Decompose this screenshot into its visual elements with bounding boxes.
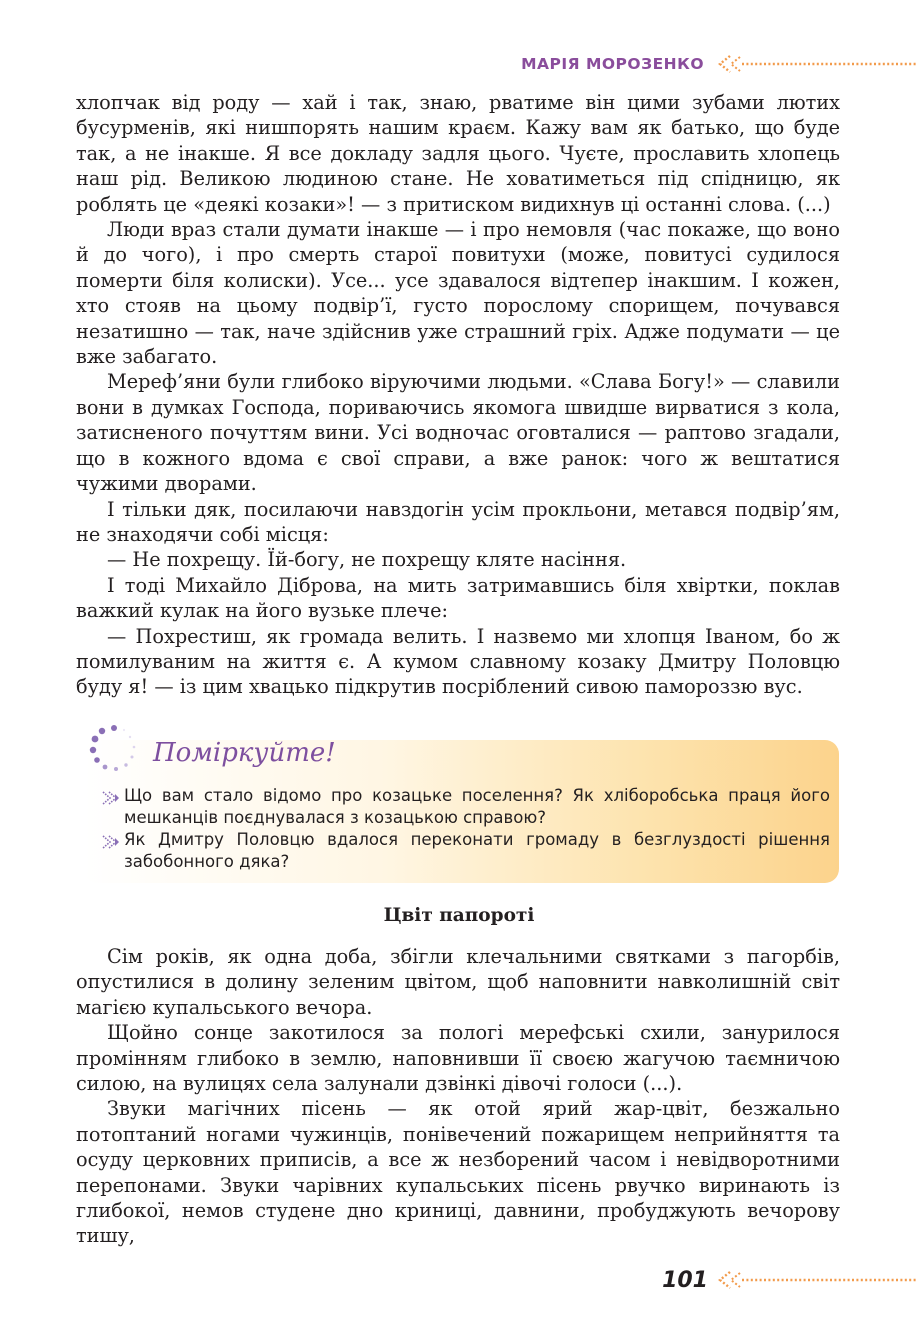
page-header	[521, 50, 918, 78]
author-name: МАРІЯ МОРОЗЕНКО	[521, 55, 704, 73]
paragraph: Звуки магічних пісень — як отой ярий жар-цвіт, безжально потоптаний ногами чужинців, понівечений пожарищем неприйняття та осуду церковних приписів, а все ж незборений часом і невідворотними перепонами. Звуки чарівних купальських пісень рвучко виринають із глибокої, немов студене дно криниці, давнини, пробуджують вечорову тишу,	[76, 1097, 840, 1248]
think-box-title: Поміркуйте!	[153, 738, 336, 768]
paragraph: Мереф’яни були глибоко віруючими людьми. «Слава Богу!» — славили вони в думках Господа, пориваючись якомога швидше вирватися з кола, затисненого почуттям вини. Усі водночас оговталися — раптово згадали, що в кожного вдома є свої справи, а вже ранок: чого ж вештатися чужими дворами.	[76, 370, 840, 496]
question-text: Що вам стало відомо про козацьке поселення? Як хліборобська праця його мешканців поєднувалася з козацькою справою?	[124, 786, 830, 827]
double-arrow-icon	[102, 789, 122, 803]
paragraph: І тільки дяк, посилаючи навздогін усім прокльони, метався подвір’ям, не знаходячи собі місця:	[76, 497, 840, 546]
paragraph: — Похрестиш, як громада велить. І назвемо ми хлопця Іваном, бо ж помилуваним на життя є. А кумом славному козаку Дмитру Половцю буду я! — із цим хвацько підкрутив посріблений сивою памороззю вус.	[76, 624, 840, 699]
dot-circle-icon	[88, 722, 140, 774]
page-footer	[662, 1265, 918, 1295]
double-arrow-icon	[102, 833, 122, 847]
question-text: Як Дмитру Половцю вдалося переконати громаду в безглуздості рішення забобонного дяка?	[124, 830, 830, 871]
section-title: Цвіт папороті	[383, 905, 535, 926]
story-text-bottom	[76, 944, 840, 1249]
paragraph: Сім років, як одна доба, збігли клечальними святками з пагорбів, опустилися в долину зеленим цвітом, щоб наповнити навколишній світ магією купальського вечора.	[76, 945, 840, 1019]
arrow-dots-icon	[718, 54, 918, 74]
paragraph: Щойно сонце закотилося за пологі мерефські схили, занурилося промінням глибоко в землю, наповнивши її своєю жагучою таємничою силою, на вулицях села залунали дзвінкі дівочі голоси (...).	[76, 1021, 840, 1096]
arrow-dots-icon	[718, 1270, 918, 1290]
paragraph: хлопчак від роду — хай і так, знаю, рватиме він цими зубами лютих бусурменів, які нишпорять нашим краєм. Кажу вам як батько, що буде так, а не інакше. Я все докладу задля цього. Чуєте, прославить хлопець наш рід. Великою людиною стане. Не ховатиметься під спідницю, як роблять це «деякі козаки»! — з притиском видихнув ці останні слова. (...)	[76, 91, 840, 216]
question-list	[100, 785, 830, 873]
list-item	[100, 785, 830, 829]
paragraph: Люди враз стали думати інакше — і про немовля (час покаже, що воно й до чого), і про смерть старої повитухи (може, повитусі судилося померти біля колиски). Усе... усе здавалося відтепер інакшим. І кожен, хто стояв на цьому подвір’ї, густо порослому спорищем, почувався незатишно — так, наче здійснив уже страшний гріх. Адже подумати — це вже забагато.	[76, 218, 840, 369]
page-number: 101	[662, 1267, 708, 1293]
paragraph: — Не похрещу. Їй-богу, не похрещу кляте насіння.	[107, 548, 627, 572]
list-item	[100, 829, 830, 873]
story-text-top	[76, 90, 840, 700]
paragraph: І тоді Михайло Діброва, на мить затримавшись біля хвіртки, поклав важкий кулак на його вузьке плече:	[76, 573, 840, 623]
